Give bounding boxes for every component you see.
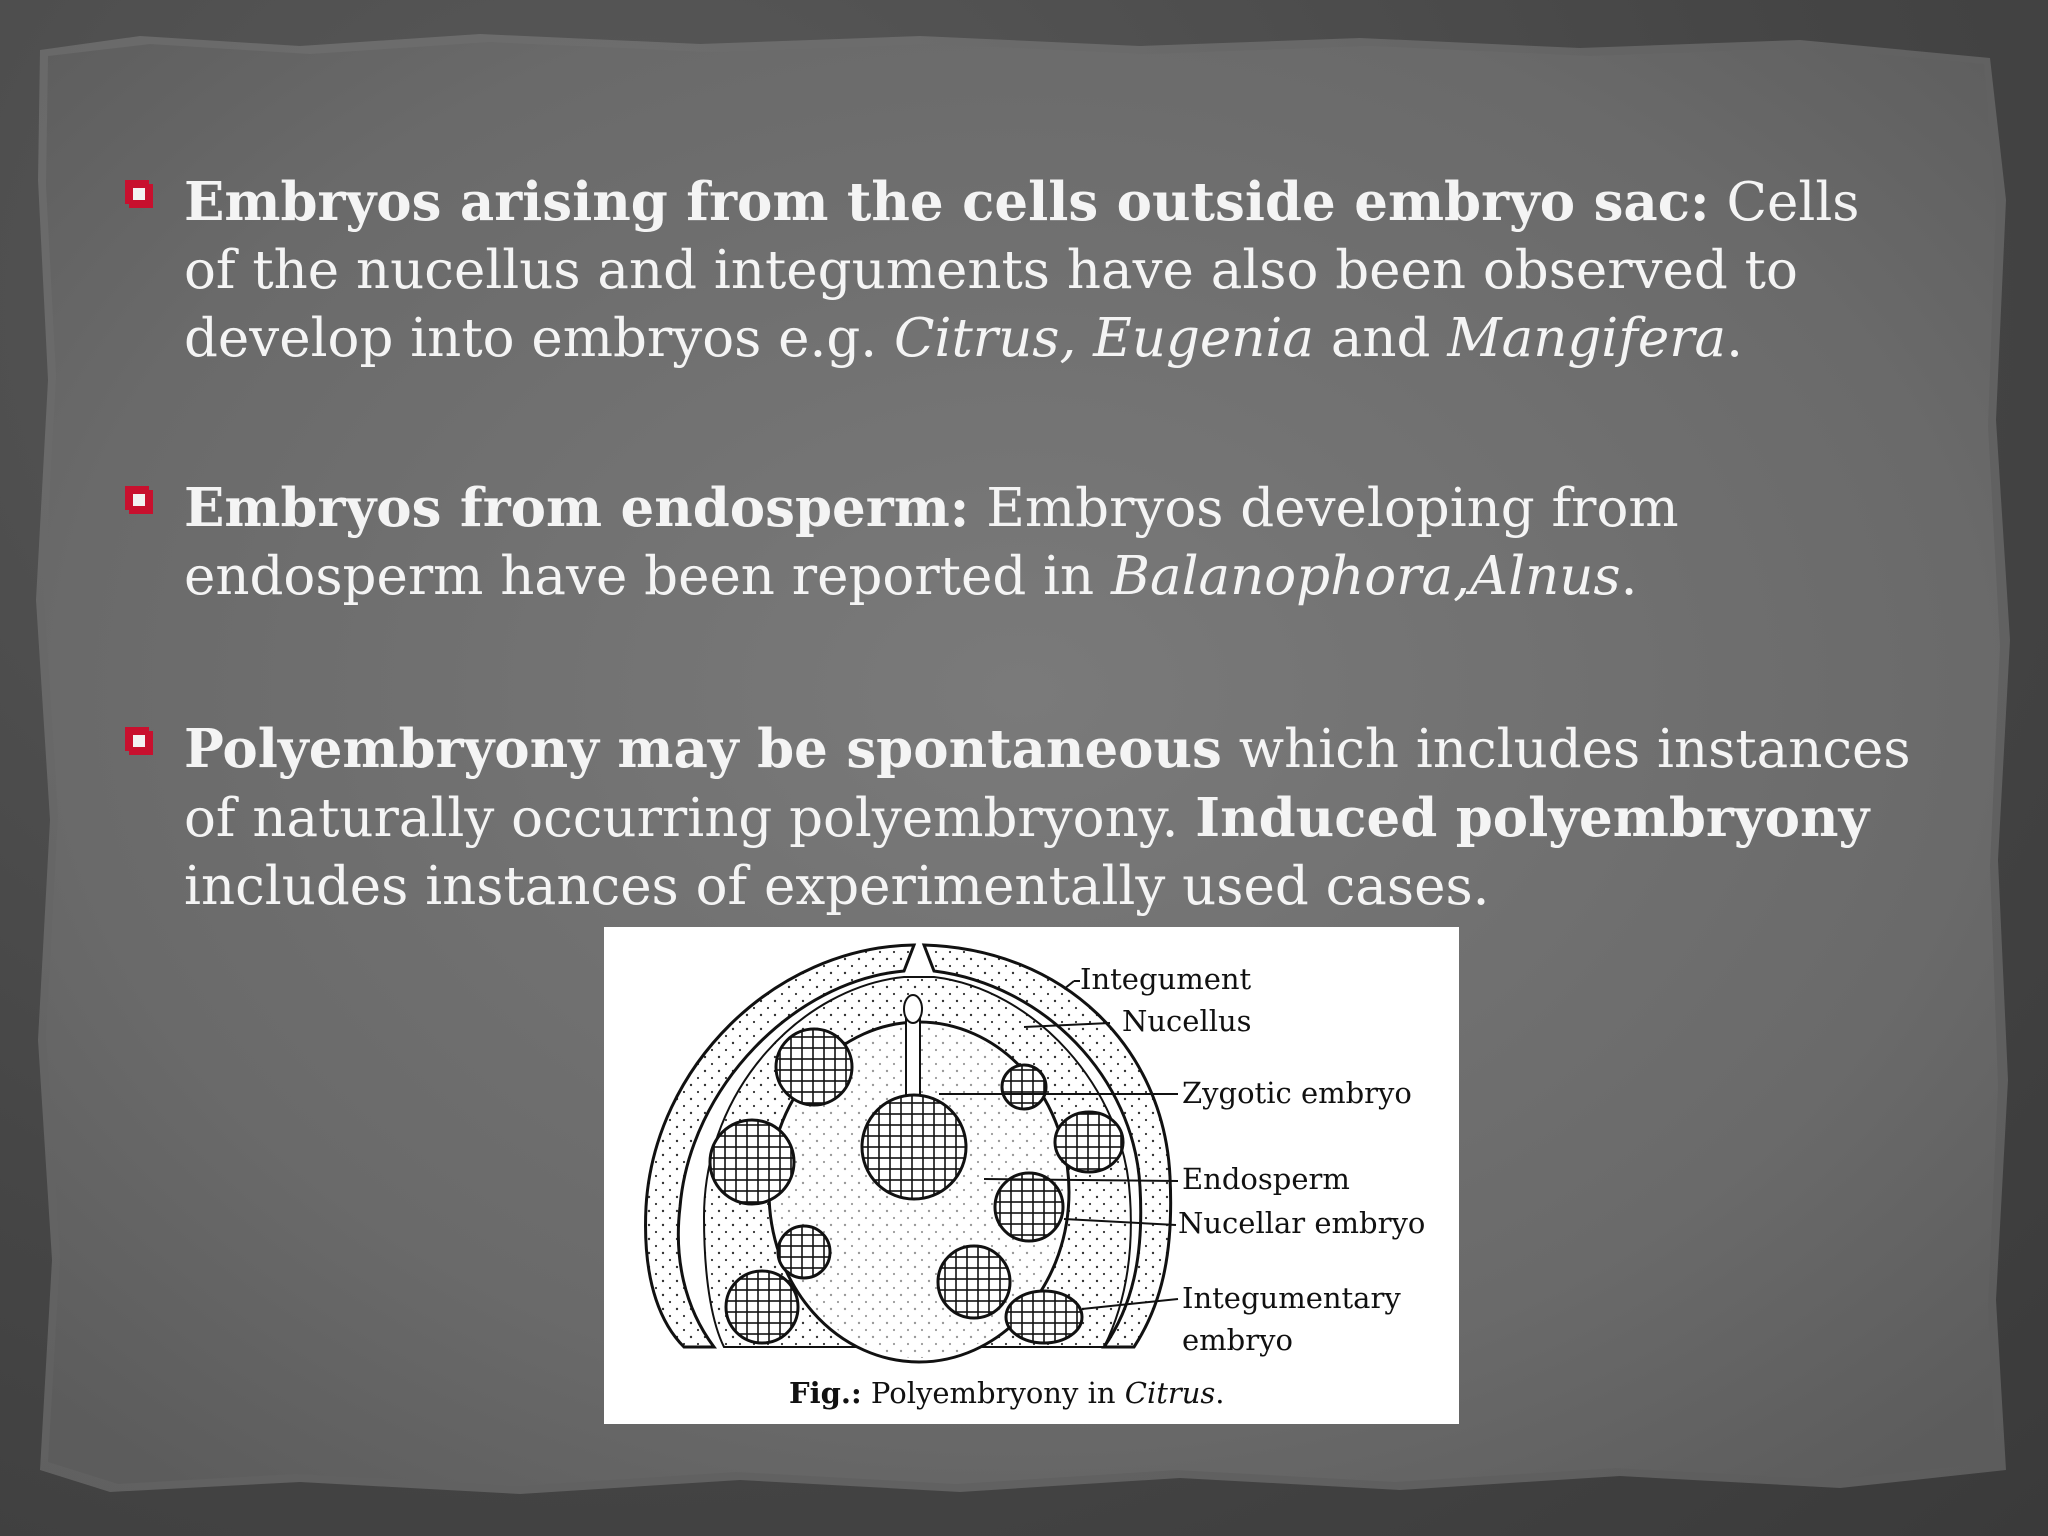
bullet-text: includes instances of experimentally used cases. bbox=[184, 856, 1490, 917]
label-integumentary: Integumentary bbox=[1182, 1281, 1401, 1315]
caption-text: Polyembryony in bbox=[861, 1376, 1125, 1410]
bullet-italic: Citrus, Eugenia bbox=[894, 308, 1314, 369]
caption-prefix: Fig.: bbox=[789, 1376, 862, 1410]
square-bullet-icon bbox=[125, 486, 149, 510]
bullet-endosperm bbox=[125, 474, 1925, 611]
figure-caption bbox=[789, 1376, 1225, 1410]
label-integument: Integument bbox=[1080, 962, 1252, 996]
square-bullet-icon bbox=[125, 727, 149, 751]
bullet-text: which includes instances of naturally occurring polyembryony. bbox=[184, 719, 1911, 849]
bullet-heading: Embryos from endosperm: bbox=[184, 477, 970, 539]
bullet-text: and bbox=[1313, 308, 1448, 369]
caption-italic: Citrus bbox=[1124, 1376, 1216, 1410]
bullet-italic: Mangifera bbox=[1447, 308, 1727, 369]
bullet-polyembryony-types bbox=[125, 715, 1925, 921]
bullet-text: Embryos developing from endosperm have been reported in bbox=[184, 478, 1679, 607]
bullet-heading-secondary: Induced polyembryony bbox=[1195, 787, 1870, 849]
bullet-outside-embryo-sac bbox=[125, 168, 1925, 373]
caption-end: . bbox=[1215, 1376, 1225, 1410]
label-endosperm: Endosperm bbox=[1182, 1162, 1350, 1196]
label-nucellus: Nucellus bbox=[1122, 1004, 1252, 1038]
label-zygotic-embryo: Zygotic embryo bbox=[1182, 1076, 1412, 1110]
square-bullet-icon bbox=[125, 180, 149, 204]
label-nucellar-embryo: Nucellar embryo bbox=[1178, 1206, 1426, 1240]
bullet-text: . bbox=[1726, 308, 1743, 369]
bullet-heading: Polyembryony may be spontaneous bbox=[184, 718, 1222, 780]
bullet-list bbox=[125, 168, 1925, 921]
polyembryony-figure bbox=[604, 927, 1459, 1424]
bullet-italic: Balanophora,Alnus bbox=[1111, 546, 1621, 607]
bullet-text: . bbox=[1620, 546, 1638, 607]
label-integumentary-embryo: embryo bbox=[1182, 1323, 1293, 1357]
bullet-text: Cells of the nucellus and integuments have also been observed to develop into embryos e.g. bbox=[184, 172, 1860, 369]
bullet-heading: Embryos arising from the cells outside embryo sac: bbox=[184, 171, 1710, 233]
